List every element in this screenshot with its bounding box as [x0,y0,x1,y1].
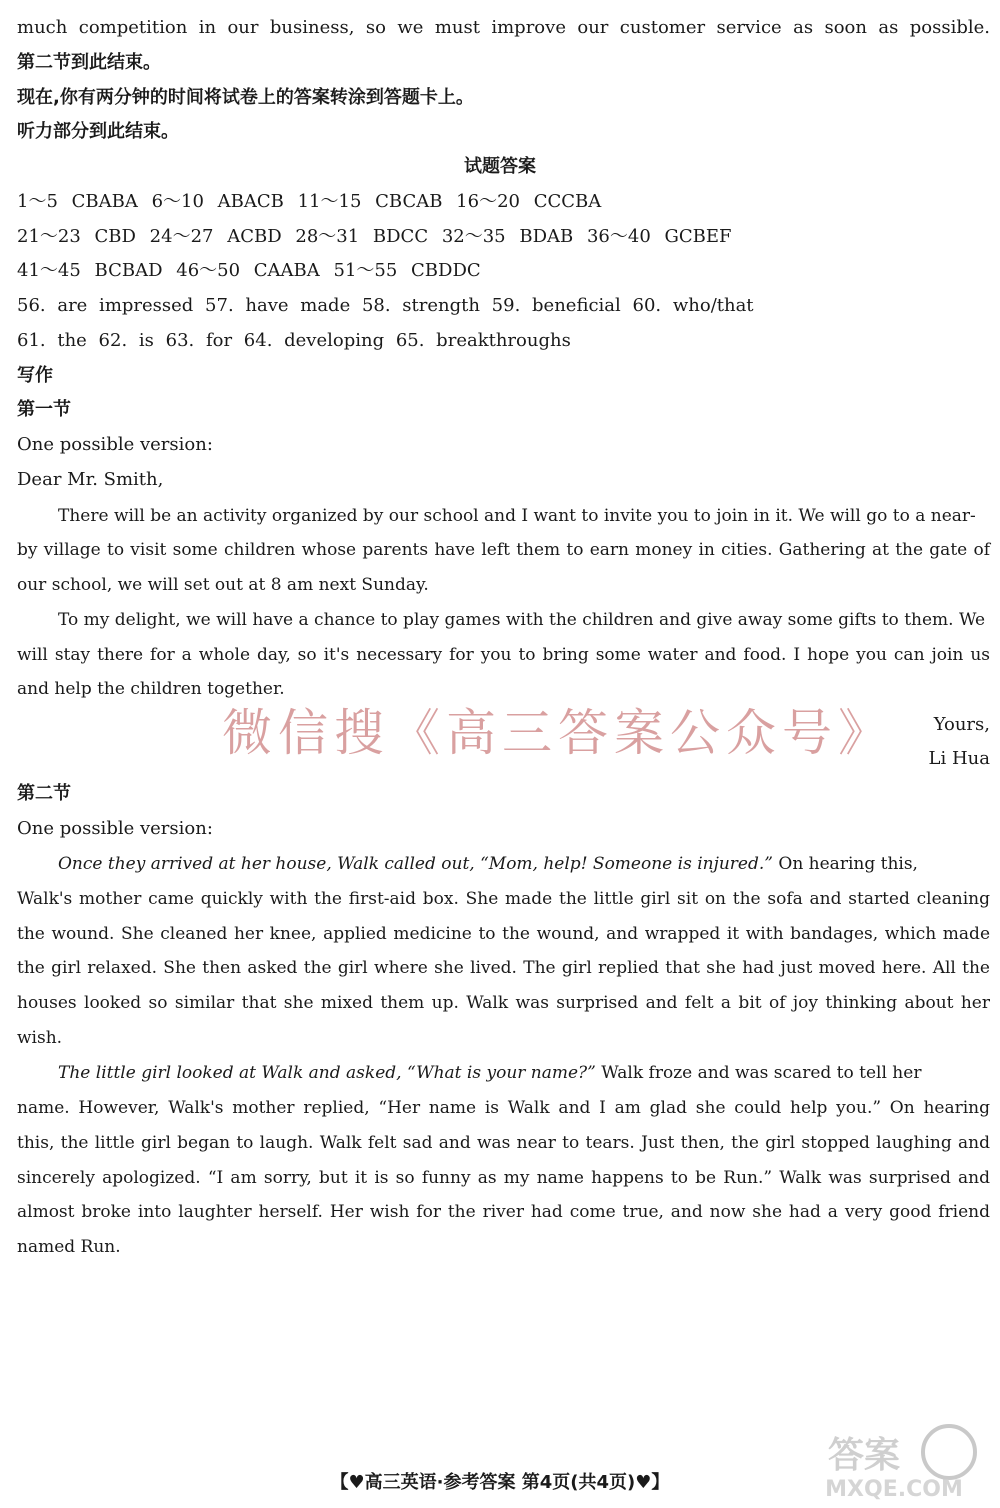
answer-row-4: 56. are impressed 57. have made 58. strength 59. beneficial 60. who/that [17,295,754,316]
story-p1-line1 [58,852,990,876]
story-p2-line5: almost broke into laughter herself. Her wish for the river had come true, and now she had a very good friend [17,1202,990,1222]
section-end-note: 第二节到此结束。 [17,52,161,73]
listening-closing-line: much competition in our business, so we must improve our customer service as soon as possible. [17,17,990,38]
story-p1-line2: Walk's mother came quickly with the first-aid box. She made the little girl sit on the sofa and started cleaning [17,889,990,909]
letter-p1-line2: by village to visit some children whose parents have left them to earn money in cities. Gathering at the gate of [17,540,990,560]
story-p2-line6: named Run. [17,1237,121,1257]
listening-end-note: 听力部分到此结束。 [17,121,179,142]
letter-p2-line3: and help the children together. [17,679,285,699]
transfer-answers-note: 现在,你有两分钟的时间将试卷上的答案转涂到答题卡上。 [17,87,474,108]
answer-row-5: 61. the 62. is 63. for 64. developing 65. breakthroughs [17,330,571,351]
svg-text:答案: 答案 [827,1435,901,1476]
story-p2-line1-rest: Walk froze and was scared to tell her [595,1063,922,1083]
story-p2-line4: sincerely apologized. “I am sorry, but it is so funny as my name happens to be Run.” Walk was surprised and [17,1168,990,1188]
letter-p2-line2: will stay there for a whole day, so it's necessary for you to bring some water and food. I hope you can join us [17,645,990,665]
section1-intro: One possible version: [17,434,213,455]
story-p2-line1 [58,1061,990,1085]
letter-p2-line1: To my delight, we will have a chance to play games with the children and give away some gifts to them. We [58,610,986,630]
story-p1-line6: wish. [17,1028,63,1048]
answer-row-2: 21～23 CBD 24～27 ACBD 28～31 BDCC 32～35 BDAB 36～40 GCBEF [17,226,732,247]
writing-heading: 写作 [17,365,53,386]
letter-closing: Yours, [933,714,990,735]
answers-heading: 试题答案 [464,156,536,177]
section1-heading: 第一节 [17,399,71,420]
story-p1-line5: houses looked so similar that she mixed them up. Walk was surprised and felt a bit of joy thinking about her [17,993,990,1013]
letter-p1-line3: our school, we will set out at 8 am next Sunday. [17,575,429,595]
answer-row-1: 1～5 CBABA 6～10 ABACB 11～15 CBCAB 16～20 CCCBA [17,191,602,212]
letter-salutation: Dear Mr. Smith, [17,469,164,490]
section2-intro: One possible version: [17,818,213,839]
letter-signature: Li Hua [928,748,990,769]
story-p2-line2: name. However, Walk's mother replied, “Her name is Walk and I am glad she could help you.” On hearing [17,1098,990,1118]
page-footer: 【♥高三英语·参考答案 第4页(共4页)♥】 [330,1472,670,1493]
story-p1-opening: Once they arrived at her house, Walk called out, “Mom, help! Someone is injured.” [58,854,773,874]
story-p1-line3: the wound. She cleaned her knee, applied medicine to the wound, and wrapped it with bandages, which made [17,924,990,944]
story-p2-line3: this, the little girl began to laugh. Walk felt sad and was near to tears. Just then, the girl stopped laughing and [17,1133,990,1153]
watermark-text: 微信搜《高三答案公众号》 [222,704,894,762]
site-logo-icon [794,1412,994,1502]
letter-p1-line1: There will be an activity organized by our school and I want to invite you to join in it. We will go to a near- [58,506,976,526]
story-p2-opening: The little girl looked at Walk and asked, “What is your name?” [58,1063,596,1083]
answer-row-3: 41～45 BCBAD 46～50 CAABA 51～55 CBDDC [17,260,481,281]
story-p1-line4: the girl relaxed. She then asked the girl where she lived. The girl replied that she had just moved here. All the [17,958,990,978]
story-p1-line1-rest: On hearing this, [772,854,918,874]
section2-heading: 第二节 [17,783,71,804]
svg-text:MXQE.COM: MXQE.COM [825,1477,963,1502]
